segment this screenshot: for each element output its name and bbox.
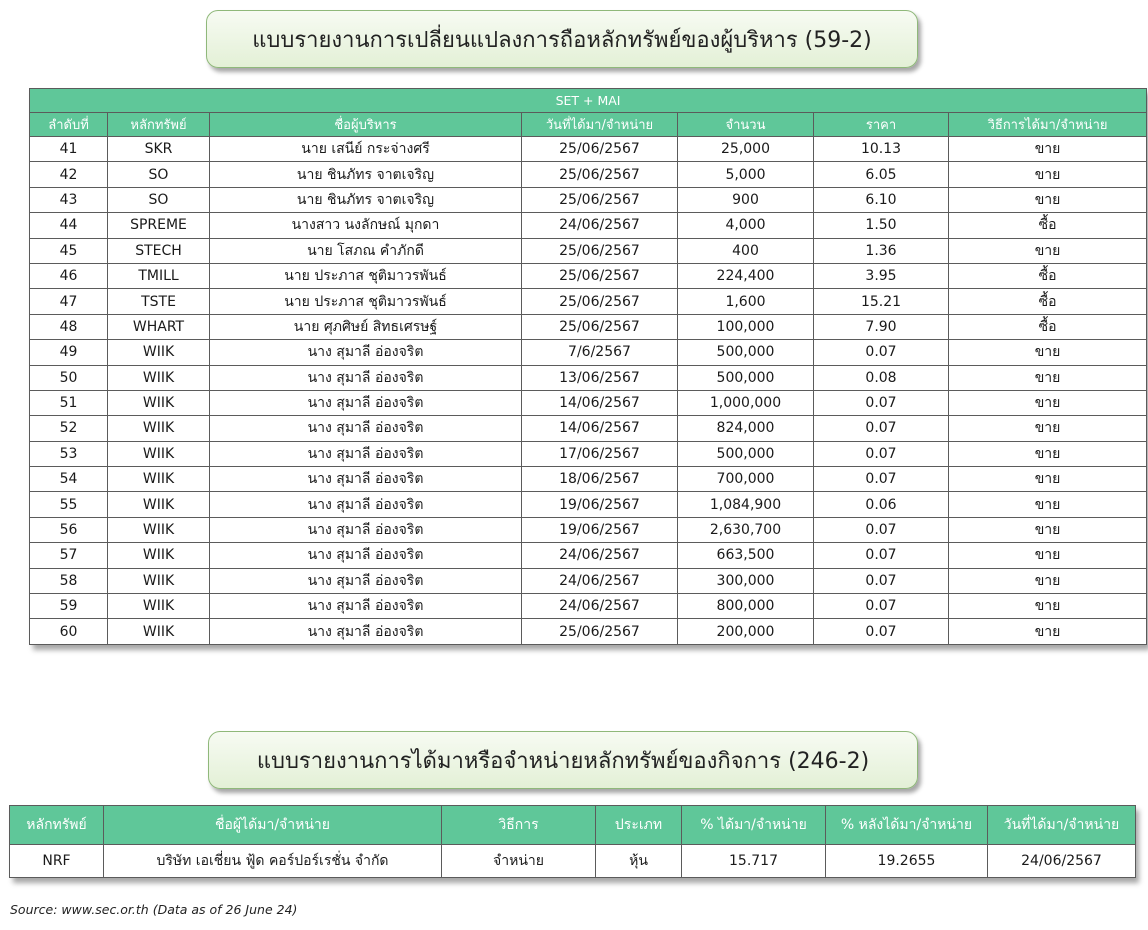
table-cell: 15.21 — [814, 289, 949, 314]
table-cell: 25/06/2567 — [522, 137, 678, 162]
table-cell: 824,000 — [678, 416, 814, 441]
table-cell: 24/06/2567 — [988, 845, 1136, 878]
market-label: SET + MAI — [30, 89, 1147, 113]
table-row — [30, 365, 1147, 390]
table-cell: ซื้อ — [949, 213, 1147, 238]
table-cell: WIIK — [108, 492, 210, 517]
table-cell: นาง สุมาลี อ่องจริต — [210, 416, 522, 441]
table-cell: 224,400 — [678, 263, 814, 288]
table-cell: WIIK — [108, 543, 210, 568]
table-cell: 4,000 — [678, 213, 814, 238]
table-cell: 58 — [30, 568, 108, 593]
table-cell: SPREME — [108, 213, 210, 238]
table-cell: บริษัท เอเชี่ยน ฟู้ด คอร์ปอร์เรชั่น จำกัด — [104, 845, 442, 878]
table-cell: นาง สุมาลี อ่องจริต — [210, 340, 522, 365]
table-row — [30, 492, 1147, 517]
table-cell: 500,000 — [678, 441, 814, 466]
table-cell: 57 — [30, 543, 108, 568]
table-cell: 46 — [30, 263, 108, 288]
table-cell: SO — [108, 187, 210, 212]
column-header: ประเภท — [596, 806, 682, 845]
table-cell: ขาย — [949, 441, 1147, 466]
table-cell: 0.07 — [814, 568, 949, 593]
column-header: วิธีการ — [442, 806, 596, 845]
report2-title — [208, 731, 918, 789]
table-cell: 6.05 — [814, 162, 949, 187]
table-cell: 60 — [30, 619, 108, 644]
table-cell: 900 — [678, 187, 814, 212]
table-cell: SKR — [108, 137, 210, 162]
table-cell: 3.95 — [814, 263, 949, 288]
table-cell: 19/06/2567 — [522, 517, 678, 542]
table-cell: WIIK — [108, 594, 210, 619]
table-row — [30, 340, 1147, 365]
table-cell: 5,000 — [678, 162, 814, 187]
table-row — [30, 543, 1147, 568]
table-row — [30, 594, 1147, 619]
table-cell: WIIK — [108, 441, 210, 466]
table-cell: WHART — [108, 314, 210, 339]
table-cell: 14/06/2567 — [522, 390, 678, 415]
table-cell: 0.07 — [814, 441, 949, 466]
table-cell: 54 — [30, 467, 108, 492]
table-row — [30, 568, 1147, 593]
table-row — [30, 263, 1147, 288]
table-cell: NRF — [10, 845, 104, 878]
table-cell: นาง สุมาลี อ่องจริต — [210, 594, 522, 619]
table-cell: จำหน่าย — [442, 845, 596, 878]
table-cell: 25/06/2567 — [522, 619, 678, 644]
table-row — [30, 416, 1147, 441]
table-cell: 49 — [30, 340, 108, 365]
table-cell: 800,000 — [678, 594, 814, 619]
table-cell: 500,000 — [678, 340, 814, 365]
column-header: วิธีการได้มา/จำหน่าย — [949, 113, 1147, 137]
table-cell: 13/06/2567 — [522, 365, 678, 390]
table-cell: 25/06/2567 — [522, 187, 678, 212]
table-cell: TMILL — [108, 263, 210, 288]
column-header: จำนวน — [678, 113, 814, 137]
table-cell: นาย โสภณ คำภักดี — [210, 238, 522, 263]
table-cell: นาย ประภาส ชุติมาวรพันธ์ — [210, 289, 522, 314]
report1-title-text: แบบรายงานการเปลี่ยนแปลงการถือหลักทรัพย์ของผู้บริหาร (59-2) — [252, 27, 872, 53]
table-cell: 44 — [30, 213, 108, 238]
table-cell: ขาย — [949, 137, 1147, 162]
table-cell: 200,000 — [678, 619, 814, 644]
table-row — [30, 238, 1147, 263]
table-cell: 53 — [30, 441, 108, 466]
table-cell: ซื้อ — [949, 289, 1147, 314]
report1-table-wrapper — [29, 88, 1146, 645]
table-cell: ขาย — [949, 568, 1147, 593]
table-cell: 17/06/2567 — [522, 441, 678, 466]
table-row — [30, 390, 1147, 415]
table-cell: นาง สุมาลี อ่องจริต — [210, 492, 522, 517]
table-cell: 100,000 — [678, 314, 814, 339]
column-header: วันที่ได้มา/จำหน่าย — [988, 806, 1136, 845]
report1-title — [206, 10, 918, 68]
table-cell: 47 — [30, 289, 108, 314]
table-cell: 41 — [30, 137, 108, 162]
table-cell: 663,500 — [678, 543, 814, 568]
table-cell: 43 — [30, 187, 108, 212]
table-cell: 6.10 — [814, 187, 949, 212]
table-cell: นาง สุมาลี อ่องจริต — [210, 568, 522, 593]
column-header: ราคา — [814, 113, 949, 137]
table-cell: ขาย — [949, 238, 1147, 263]
table-cell: WIIK — [108, 619, 210, 644]
table-cell: 0.07 — [814, 416, 949, 441]
table-cell: SO — [108, 162, 210, 187]
table-cell: นาย ประภาส ชุติมาวรพันธ์ — [210, 263, 522, 288]
table-cell: 0.07 — [814, 619, 949, 644]
report1-body — [30, 137, 1147, 645]
table-cell: 19/06/2567 — [522, 492, 678, 517]
table-cell: WIIK — [108, 416, 210, 441]
table-cell: 19.2655 — [826, 845, 988, 878]
table-cell: WIIK — [108, 390, 210, 415]
table-row — [30, 517, 1147, 542]
table-cell: 56 — [30, 517, 108, 542]
table-cell: นาง สุมาลี อ่องจริต — [210, 365, 522, 390]
table-row — [30, 467, 1147, 492]
table-cell: 2,630,700 — [678, 517, 814, 542]
table-cell: ขาย — [949, 467, 1147, 492]
table-cell: 7/6/2567 — [522, 340, 678, 365]
report2-table-wrapper — [9, 805, 1135, 878]
table-cell: 7.90 — [814, 314, 949, 339]
table-cell: นาย ชินภัทร จาตเจริญ — [210, 162, 522, 187]
table-cell: ขาย — [949, 390, 1147, 415]
table-cell: 18/06/2567 — [522, 467, 678, 492]
table-cell: 55 — [30, 492, 108, 517]
table-cell: ขาย — [949, 365, 1147, 390]
table-cell: 1.50 — [814, 213, 949, 238]
table-cell: TSTE — [108, 289, 210, 314]
table-row — [30, 314, 1147, 339]
table-cell: STECH — [108, 238, 210, 263]
table-cell: 10.13 — [814, 137, 949, 162]
table-cell: 25/06/2567 — [522, 289, 678, 314]
table-cell: ขาย — [949, 619, 1147, 644]
table-cell: 1,600 — [678, 289, 814, 314]
table-row — [30, 289, 1147, 314]
table-cell: 0.07 — [814, 517, 949, 542]
table-cell: นาย ศุภศิษย์ สิทธเศรษฐ์ — [210, 314, 522, 339]
table-cell: WIIK — [108, 568, 210, 593]
column-header: วันที่ได้มา/จำหน่าย — [522, 113, 678, 137]
table-cell: 0.07 — [814, 467, 949, 492]
table-cell: 50 — [30, 365, 108, 390]
column-header: หลักทรัพย์ — [108, 113, 210, 137]
table-cell: 300,000 — [678, 568, 814, 593]
table-cell: นาย ชินภัทร จาตเจริญ — [210, 187, 522, 212]
table-cell: ขาย — [949, 340, 1147, 365]
table-cell: WIIK — [108, 340, 210, 365]
table-cell: ซื้อ — [949, 314, 1147, 339]
table-cell: ขาย — [949, 517, 1147, 542]
table-cell: นางสาว นงลักษณ์ มุกดา — [210, 213, 522, 238]
table-cell: 25/06/2567 — [522, 238, 678, 263]
table-cell: 52 — [30, 416, 108, 441]
table-cell: 45 — [30, 238, 108, 263]
table-cell: 51 — [30, 390, 108, 415]
table-cell: 0.07 — [814, 390, 949, 415]
table-cell: 15.717 — [682, 845, 826, 878]
table-cell: 25/06/2567 — [522, 162, 678, 187]
table-cell: นาง สุมาลี อ่องจริต — [210, 517, 522, 542]
table-cell: 0.07 — [814, 594, 949, 619]
table-row — [30, 441, 1147, 466]
table-cell: 500,000 — [678, 365, 814, 390]
table-cell: ขาย — [949, 594, 1147, 619]
table-cell: 25/06/2567 — [522, 263, 678, 288]
table-cell: 24/06/2567 — [522, 543, 678, 568]
table-cell: 0.08 — [814, 365, 949, 390]
table-cell: นาง สุมาลี อ่องจริต — [210, 390, 522, 415]
table-cell: 0.07 — [814, 543, 949, 568]
table-cell: 24/06/2567 — [522, 213, 678, 238]
column-header: หลักทรัพย์ — [10, 806, 104, 845]
report2-table — [9, 805, 1136, 878]
report1-table — [29, 88, 1147, 645]
table-row — [10, 845, 1136, 878]
table-cell: นาง สุมาลี อ่องจริต — [210, 441, 522, 466]
table-cell: นาย เสนีย์ กระจ่างศรี — [210, 137, 522, 162]
table-cell: นาง สุมาลี อ่องจริต — [210, 467, 522, 492]
report2-body — [10, 845, 1136, 878]
table-row — [30, 137, 1147, 162]
table-cell: 1,000,000 — [678, 390, 814, 415]
table-cell: ขาย — [949, 162, 1147, 187]
table-cell: 0.07 — [814, 340, 949, 365]
column-header: % หลังได้มา/จำหน่าย — [826, 806, 988, 845]
table-row — [30, 213, 1147, 238]
table-cell: 24/06/2567 — [522, 568, 678, 593]
table-cell: 25,000 — [678, 137, 814, 162]
table-cell: 14/06/2567 — [522, 416, 678, 441]
table-cell: 42 — [30, 162, 108, 187]
table-row — [30, 162, 1147, 187]
table-row — [30, 187, 1147, 212]
report1-header-row — [30, 113, 1147, 137]
table-cell: 1.36 — [814, 238, 949, 263]
column-header: ชื่อผู้ได้มา/จำหน่าย — [104, 806, 442, 845]
table-cell: ขาย — [949, 543, 1147, 568]
table-cell: 700,000 — [678, 467, 814, 492]
column-header: ลำดับที่ — [30, 113, 108, 137]
table-cell: ซื้อ — [949, 263, 1147, 288]
table-cell: หุ้น — [596, 845, 682, 878]
table-cell: นาง สุมาลี อ่องจริต — [210, 543, 522, 568]
table-row — [30, 619, 1147, 644]
table-cell: 1,084,900 — [678, 492, 814, 517]
source-note: Source: www.sec.or.th (Data as of 26 June 24) — [10, 902, 298, 917]
table-cell: 400 — [678, 238, 814, 263]
table-cell: 0.06 — [814, 492, 949, 517]
table-cell: นาง สุมาลี อ่องจริต — [210, 619, 522, 644]
report2-title-text: แบบรายงานการได้มาหรือจำหน่ายหลักทรัพย์ของกิจการ (246-2) — [256, 748, 870, 774]
table-cell: 59 — [30, 594, 108, 619]
table-cell: 25/06/2567 — [522, 314, 678, 339]
table-cell: ขาย — [949, 492, 1147, 517]
table-cell: ขาย — [949, 416, 1147, 441]
report2-header-row — [10, 806, 1136, 845]
table-cell: WIIK — [108, 517, 210, 542]
table-cell: ขาย — [949, 187, 1147, 212]
column-header: % ได้มา/จำหน่าย — [682, 806, 826, 845]
table-cell: WIIK — [108, 467, 210, 492]
table-cell: 48 — [30, 314, 108, 339]
table-cell: 24/06/2567 — [522, 594, 678, 619]
column-header: ชื่อผู้บริหาร — [210, 113, 522, 137]
table-cell: WIIK — [108, 365, 210, 390]
